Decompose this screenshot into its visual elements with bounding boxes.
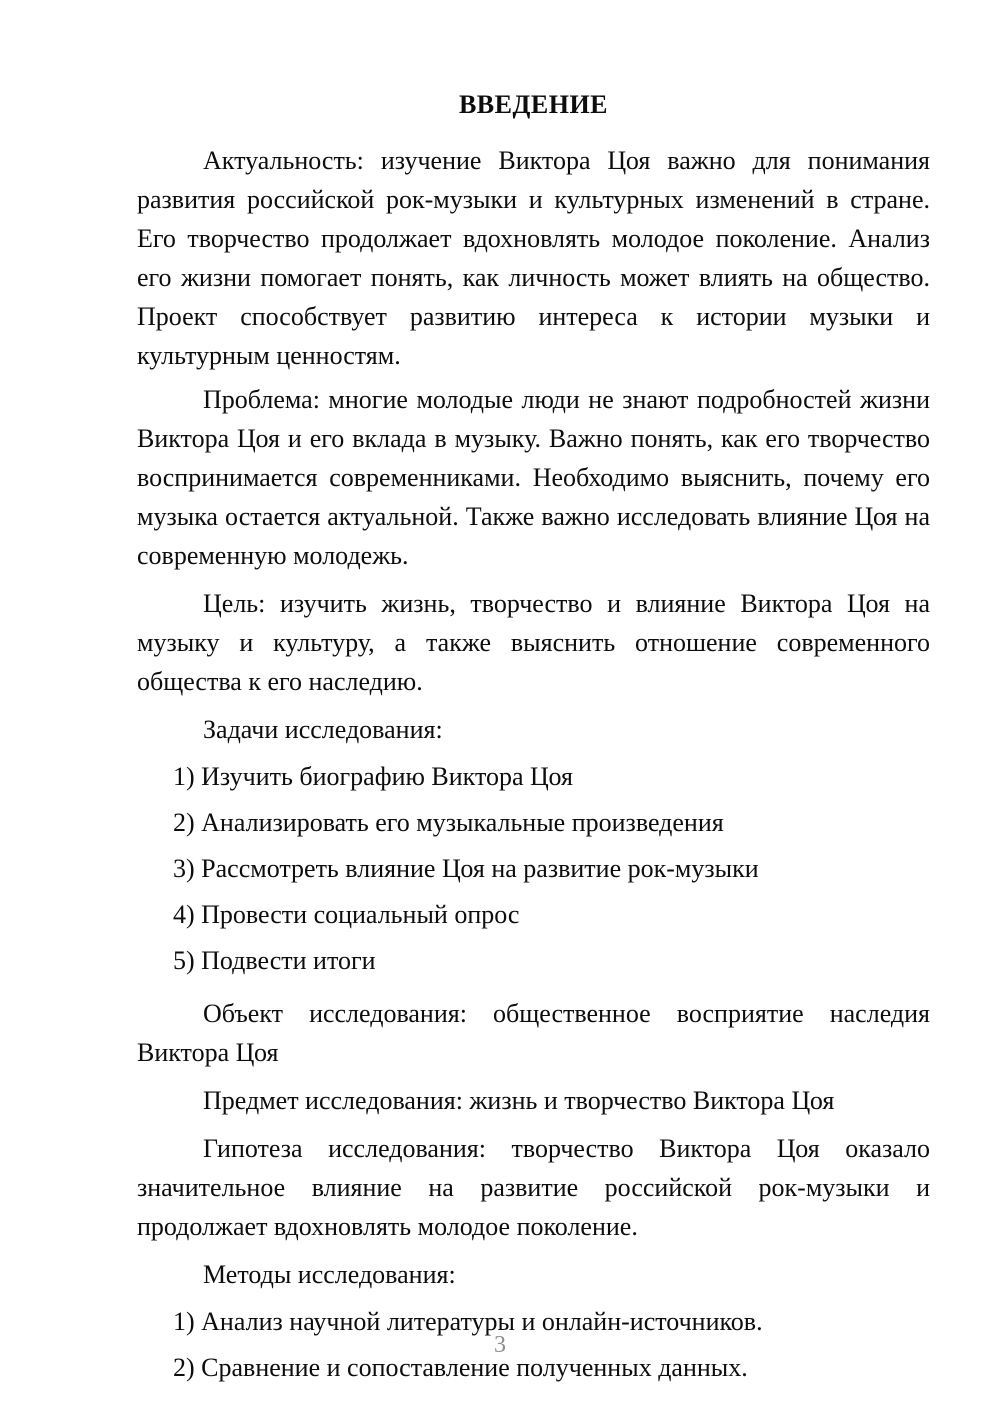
spacer [137, 987, 930, 994]
list-item: 2) Сравнение и сопоставление полученных данных. [173, 1353, 748, 1382]
heading-methods: Методы исследования: [203, 1260, 456, 1289]
paragraph-object: Объект исследования: общественное восприятие наследия Виктора Цоя [137, 999, 930, 1067]
paragraph-goal: Цель: изучить жизнь, творчество и влияние Виктора Цоя на музыку и культуру, а также выяснить отношение современного общества к его наследию. [137, 589, 930, 696]
list-item: 5) Подвести итоги [173, 946, 376, 975]
list-item: 1) Изучить биографию Виктора Цоя [173, 762, 573, 791]
list-item: 3) Рассмотреть влияние Цоя на развитие рок-музыки [173, 854, 759, 883]
list-item: 4) Провести социальный опрос [173, 900, 520, 929]
page-number: 3 [494, 1332, 506, 1358]
paragraph-subject: Предмет исследования: жизнь и творчество Виктора Цоя [203, 1086, 835, 1115]
tasks-list [137, 757, 930, 980]
paragraph-relevance: Актуальность: изучение Виктора Цоя важно для понимания развития российской рок-музыки и культурных изменений в стране. Его творчество продолжает вдохновлять молодое поколение. Анализ его жизни помогает понять, как личность может влиять на общество. Проект способствует развитию интереса к истории музыки и культурным ценностям. [137, 146, 930, 370]
page-title: ВВЕДЕНИЕ [458, 90, 609, 119]
document-body [137, 88, 930, 1394]
list-item: 2) Анализировать его музыкальные произведения [173, 808, 724, 837]
paragraph-problem: Проблема: многие молодые люди не знают подробностей жизни Виктора Цоя и его вклада в музыку. Важно понять, как его творчество воспринимается современниками. Необходимо выяснить, почему его музыка остается актуальной. Также важно исследовать влияние Цоя на современную молодежь. [137, 385, 930, 570]
list-item: 1) Анализ научной литературы и онлайн-источников. [173, 1307, 763, 1336]
paragraph-hypothesis: Гипотеза исследования: творчество Виктора Цоя оказало значительное влияние на развитие российской рок-музыки и продолжает вдохновлять молодое поколение. [137, 1134, 930, 1241]
heading-tasks: Задачи исследования: [203, 715, 443, 744]
